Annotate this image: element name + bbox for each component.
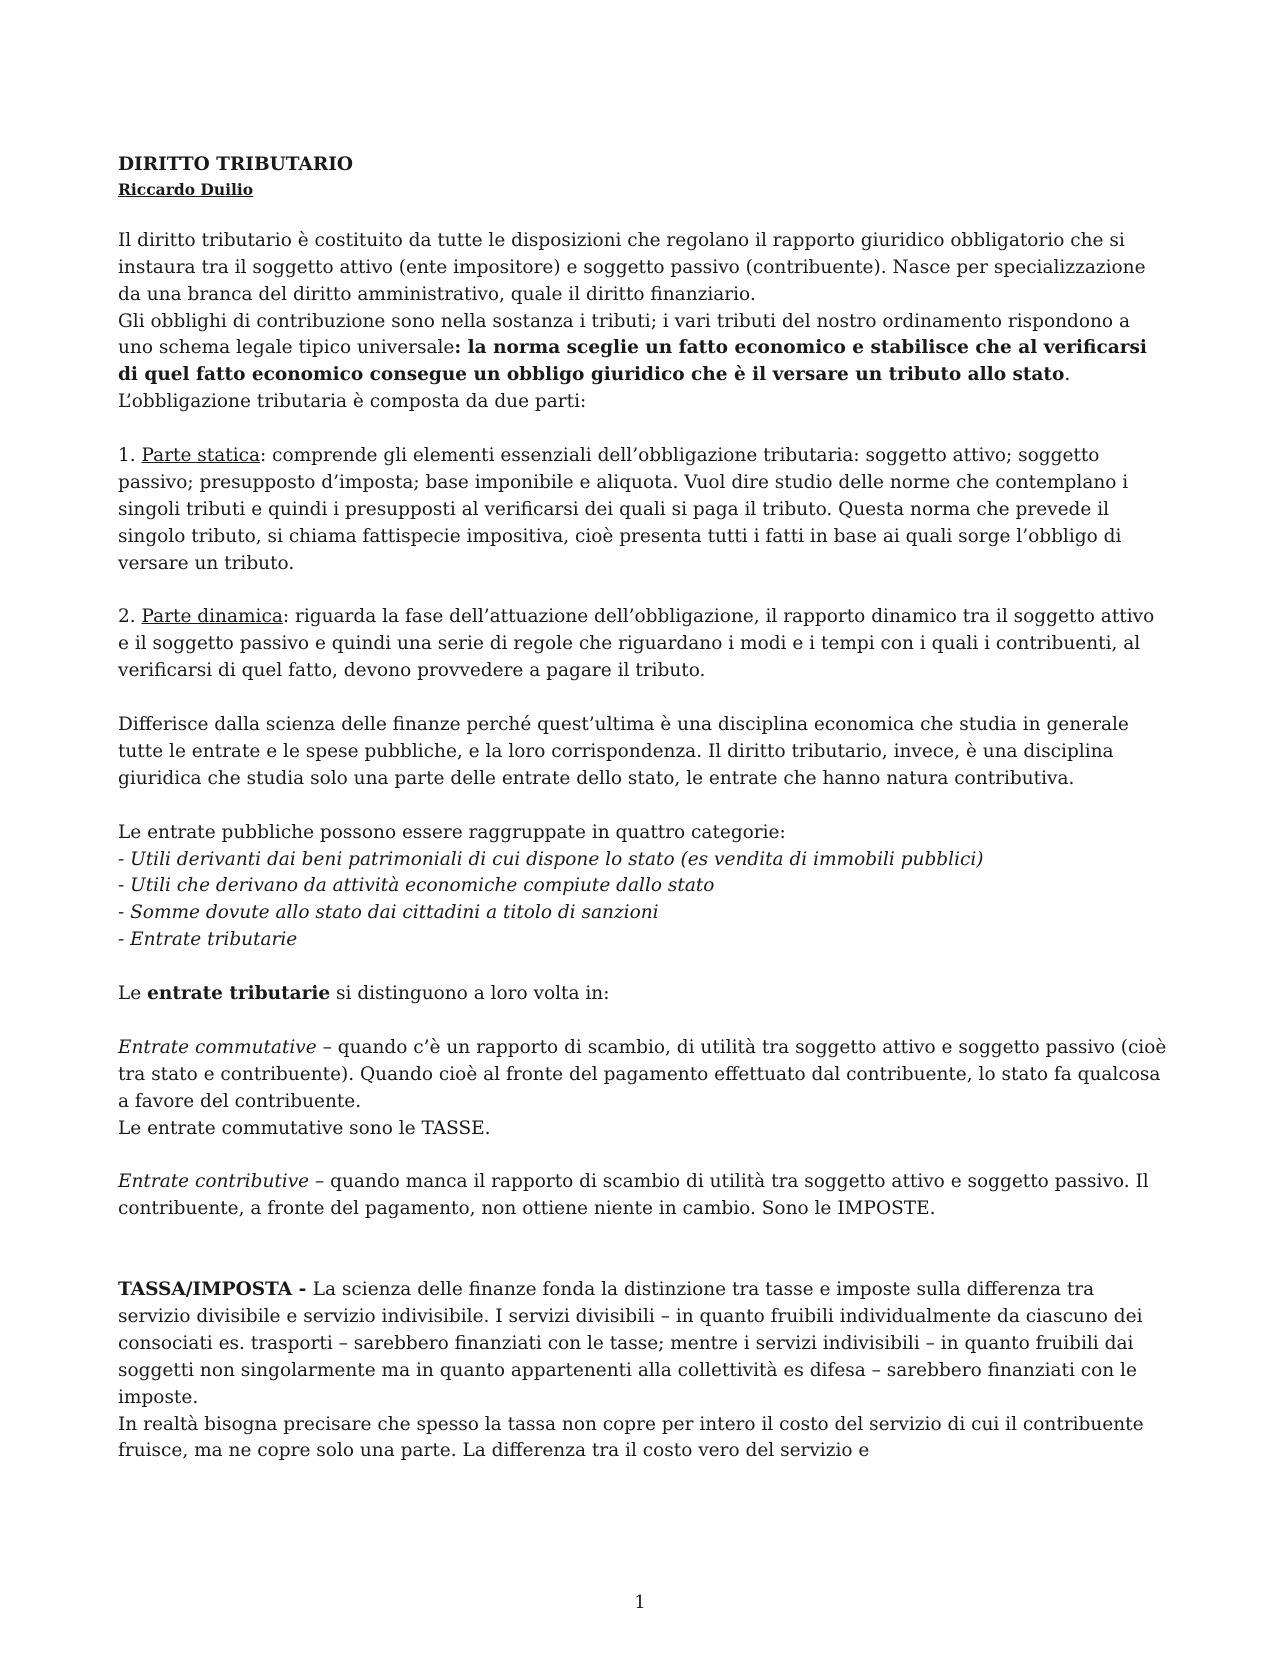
category-item: - Somme dovute allo stato dai cittadini a titolo di sanzioni bbox=[118, 902, 659, 924]
tributarie-paragraph bbox=[118, 981, 1168, 1008]
contributive-text: – quando manca il rapporto di scambio di utilità tra soggetto attivo e soggetto passivo. Il contribuente, a fronte del pagamento, non ottiene niente in cambio. Sono le IMPOSTE. bbox=[118, 1171, 1149, 1220]
difference-paragraph: Differisce dalla scienza delle finanze perché quest’ultima è una disciplina economica che studia in generale tutte le entrate e le spese pubbliche, e la loro corrispondenza. Il diritto tributario, invece, è una disciplina giuridica che studia solo una parte delle entrate dello stato, le entrate che hanno natura contributiva. bbox=[118, 714, 1129, 789]
commutative-label: Entrate commutative bbox=[118, 1036, 317, 1058]
static-part-paragraph bbox=[118, 443, 1168, 578]
tassa-imposta-continuation: In realtà bisogna precisare che spesso la tassa non copre per intero il costo del servizio di cui il contribuente fruisce, ma ne copre solo una parte. La differenza tra il costo vero del servizio e bbox=[118, 1413, 1144, 1462]
document-body bbox=[118, 152, 1168, 1465]
schema-text: Gli obblighi di contribuzione sono nella sostanza i tributi; i vari tributi del nostro ordinamento rispondono a uno schema legale tipico universale bbox=[118, 310, 1130, 359]
category-item: - Entrate tributarie bbox=[118, 929, 298, 951]
schema-paragraph bbox=[118, 309, 1168, 390]
categories-intro: Le entrate pubbliche possono essere raggruppate in quattro categorie: bbox=[118, 821, 786, 843]
schema-bold-text: : la norma sceglie un fatto economico e stabilisce che al verificarsi di quel fatto economico consegue un obbligo giuridico che è il versare un tributo allo stato bbox=[118, 337, 1147, 386]
tassa-imposta-text: La scienza delle finanze fonda la distinzione tra tasse e imposte sulla differenza tra servizio divisibile e servizio indivisibile. I servizi divisibili – in quanto fruibili individualmente da ciascuno dei consociati es. trasporti – sarebbero finanziati con le tasse; mentre i servizi indivisibili – in quanto fruibili dai soggetti non singolarmente ma in quanto appartenenti alla collettività es difesa – sarebbero finanziati con le imposte. bbox=[118, 1279, 1143, 1408]
contributive-paragraph bbox=[118, 1169, 1168, 1223]
dynamic-part-paragraph bbox=[118, 604, 1168, 685]
tributarie-pre: Le bbox=[118, 983, 148, 1005]
tributarie-bold: entrate tributarie bbox=[147, 983, 331, 1005]
tassa-imposta-paragraph bbox=[118, 1277, 1168, 1412]
dynamic-part-number: 2. bbox=[118, 606, 142, 628]
document-title: DIRITTO TRIBUTARIO bbox=[118, 154, 353, 175]
document-author: Riccardo Duilio bbox=[118, 179, 254, 199]
tassa-imposta-label: TASSA/IMPOSTA - bbox=[118, 1279, 313, 1301]
page-number: 1 bbox=[634, 1592, 646, 1613]
tributarie-post: si distinguono a loro volta in: bbox=[330, 983, 610, 1005]
commutative-text: – quando c’è un rapporto di scambio, di utilità tra soggetto attivo e soggetto passivo (cioè tra stato e contribuente). Quando cioè al fronte del pagamento effettuato dal contribuente, lo stato fa qualcosa a favore del contribuente. bbox=[118, 1036, 1167, 1112]
dynamic-part-label: Parte dinamica bbox=[141, 606, 283, 628]
commutative-paragraph bbox=[118, 1035, 1168, 1116]
static-part-text: : comprende gli elementi essenziali dell’obbligazione tributaria: soggetto attivo; soggetto passivo; presupposto d’imposta; base imponibile e aliquota. Vuol dire studio delle norme che contemplano i singoli tributi e quindi i presupposti al verificarsi dei quali si paga il tributo. Questa norma che prevede il singolo tributo, si chiama fattispecie impositiva, cioè presenta tutti i fatti in base ai quali sorge l’obbligo di versare un tributo. bbox=[118, 445, 1129, 574]
schema-end: . bbox=[1064, 364, 1071, 386]
contributive-label: Entrate contributive bbox=[118, 1171, 310, 1193]
category-item: - Utili derivanti dai beni patrimoniali di cui dispone lo stato (es vendita di immobili pubblici) bbox=[118, 848, 984, 870]
category-item: - Utili che derivano da attività economiche compiute dallo stato bbox=[118, 875, 715, 897]
obligation-paragraph: L’obbligazione tributaria è composta da due parti: bbox=[118, 391, 587, 413]
commutative-conclusion: Le entrate commutative sono le TASSE. bbox=[118, 1117, 491, 1139]
static-part-number: 1. bbox=[118, 445, 142, 467]
intro-paragraph: Il diritto tributario è costituito da tutte le disposizioni che regolano il rapporto giuridico obbligatorio che si instaura tra il soggetto attivo (ente impositore) e soggetto passivo (contribuente). Nasce per specializzazione da una branca del diritto amministrativo, quale il diritto finanziario. bbox=[118, 229, 1146, 305]
static-part-label: Parte statica bbox=[141, 445, 260, 467]
dynamic-part-text: : riguarda la fase dell’attuazione dell’obbligazione, il rapporto dinamico tra il soggetto attivo e il soggetto passivo e quindi una serie di regole che riguardano i modi e i tempi con i quali i contribuenti, al verificarsi di quel fatto, devono provvedere a pagare il tributo. bbox=[118, 606, 1155, 682]
